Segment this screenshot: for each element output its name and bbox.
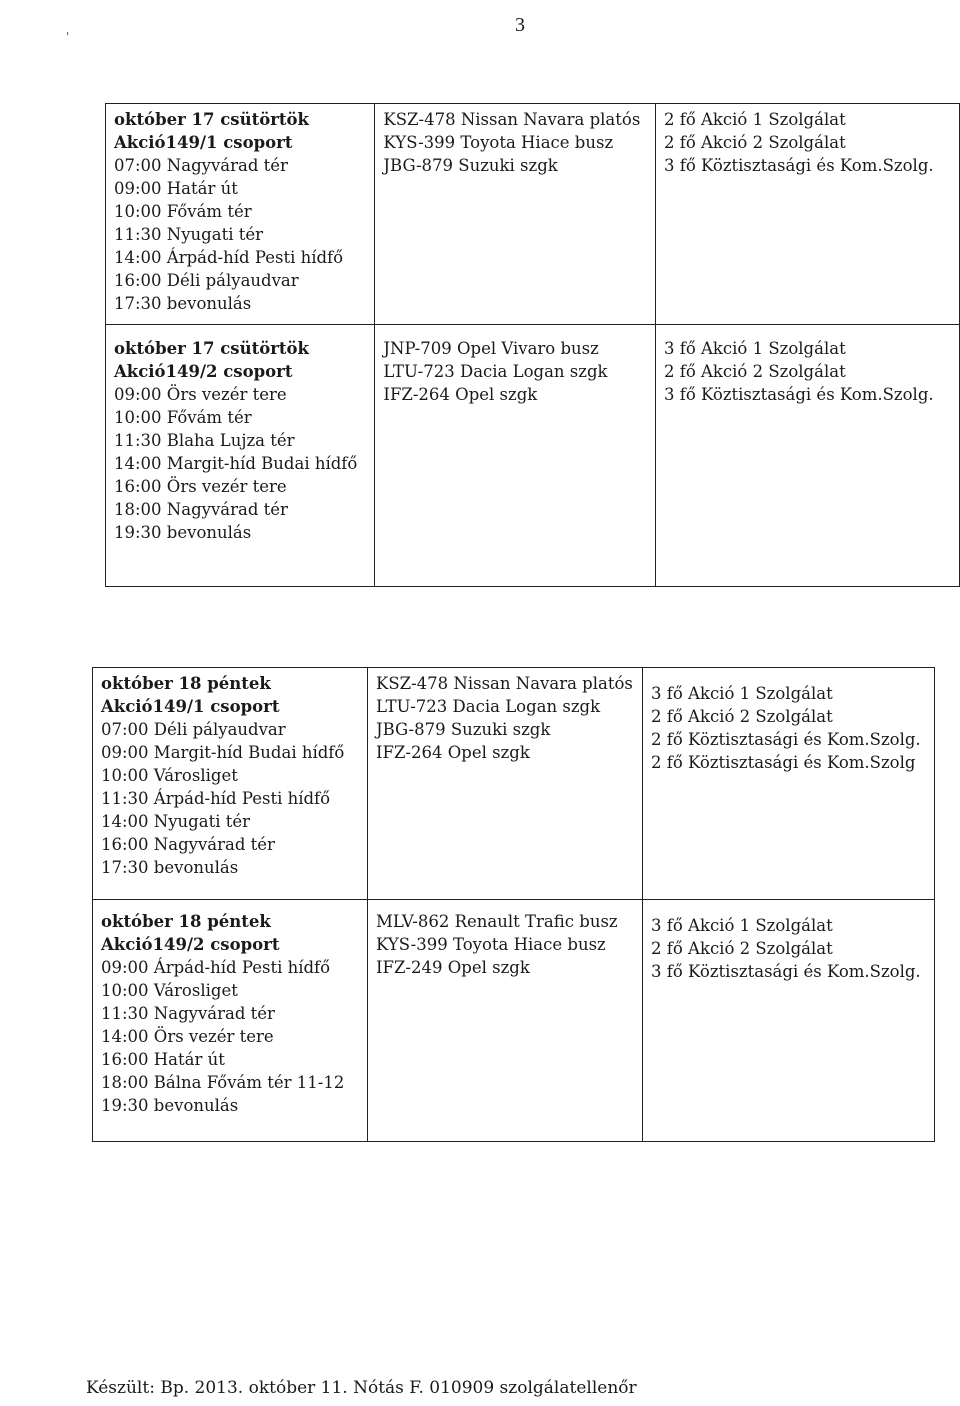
schedule-item: 16:00 Örs vezér tere	[114, 477, 287, 496]
schedule-item: 10:00 Fővám tér	[114, 408, 252, 427]
schedule-item: 17:30 bevonulás	[101, 858, 239, 877]
vehicles-cell	[368, 668, 643, 900]
schedule-item: 14:00 Örs vezér tere	[101, 1027, 274, 1046]
schedule-item: 07:00 Déli pályaudvar	[101, 720, 286, 739]
schedule-item: 18:00 Bálna Fővám tér 11-12	[101, 1073, 345, 1092]
schedule-table-oct-18	[92, 667, 935, 1142]
schedule-item: 09:00 Margit-híd Budai hídfő	[101, 743, 345, 762]
vehicles-cell	[368, 900, 643, 1142]
schedule-item: 11:30 Nagyvárad tér	[101, 1004, 275, 1023]
schedule-item: 11:30 Nyugati tér	[114, 225, 264, 244]
footer-signature-line: Készült: Bp. 2013. október 11. Nótás F. 010909 szolgálatellenőr	[86, 1378, 637, 1398]
schedule-item: 17:30 bevonulás	[114, 294, 252, 313]
group-label: Akció149/1 csoport	[114, 133, 293, 152]
schedule-cell	[93, 900, 368, 1142]
vehicle-item: KSZ-478 Nissan Navara platós	[376, 674, 633, 693]
staff-item: 2 fő Köztisztasági és Kom.Szolg	[651, 753, 916, 772]
schedule-item: 14:00 Árpád-híd Pesti hídfő	[114, 248, 344, 267]
vehicle-item: KYS-399 Toyota Hiace busz	[376, 935, 606, 954]
vehicle-item: LTU-723 Dacia Logan szgk	[383, 362, 608, 381]
staff-item: 2 fő Akció 1 Szolgálat	[663, 110, 846, 129]
date-label: október 17 csütörtök	[114, 110, 309, 129]
schedule-item: 18:00 Nagyvárad tér	[114, 500, 288, 519]
schedule-item: 16:00 Déli pályaudvar	[114, 271, 299, 290]
staff-item: 2 fő Köztisztasági és Kom.Szolg.	[651, 730, 921, 749]
schedule-cell	[106, 325, 375, 587]
date-label: október 18 péntek	[101, 674, 271, 693]
table-row	[93, 900, 935, 1142]
staff-item: 3 fő Akció 1 Szolgálat	[651, 684, 833, 703]
group-label: Akció149/1 csoport	[101, 697, 280, 716]
vehicle-item: IFZ-249 Opel szgk	[376, 958, 530, 977]
vehicle-item: IFZ-264 Opel szgk	[383, 385, 538, 404]
vehicle-item: JBG-879 Suzuki szgk	[383, 156, 558, 175]
schedule-cell	[106, 104, 375, 325]
date-label: október 17 csütörtök	[114, 339, 309, 358]
schedule-item: 10:00 Városliget	[101, 981, 238, 1000]
staff-cell	[643, 900, 935, 1142]
staff-item: 2 fő Akció 2 Szolgálat	[651, 707, 833, 726]
vehicle-item: KSZ-478 Nissan Navara platós	[383, 110, 641, 129]
schedule-item: 09:00 Árpád-híd Pesti hídfő	[101, 958, 331, 977]
staff-item: 2 fő Akció 2 Szolgálat	[651, 939, 833, 958]
table-row	[106, 104, 960, 325]
staff-item: 3 fő Akció 1 Szolgálat	[651, 916, 833, 935]
staff-cell	[643, 668, 935, 900]
staff-item: 3 fő Köztisztasági és Kom.Szolg.	[651, 962, 921, 981]
schedule-item: 09:00 Örs vezér tere	[114, 385, 287, 404]
group-label: Akció149/2 csoport	[101, 935, 280, 954]
scan-mark: '	[66, 30, 70, 44]
schedule-item: 14:00 Nyugati tér	[101, 812, 251, 831]
schedule-item: 09:00 Határ út	[114, 179, 238, 198]
schedule-item: 16:00 Nagyvárad tér	[101, 835, 275, 854]
schedule-item: 14:00 Margit-híd Budai hídfő	[114, 454, 358, 473]
schedule-item: 19:30 bevonulás	[114, 523, 252, 542]
page-number: 3	[515, 14, 525, 36]
schedule-item: 07:00 Nagyvárad tér	[114, 156, 288, 175]
group-label: Akció149/2 csoport	[114, 362, 293, 381]
vehicle-item: LTU-723 Dacia Logan szgk	[376, 697, 601, 716]
schedule-item: 11:30 Árpád-híd Pesti hídfő	[101, 789, 331, 808]
schedule-cell	[93, 668, 368, 900]
schedule-item: 10:00 Városliget	[101, 766, 238, 785]
schedule-item: 19:30 bevonulás	[101, 1096, 239, 1115]
schedule-item: 16:00 Határ út	[101, 1050, 225, 1069]
vehicle-item: JNP-709 Opel Vivaro busz	[383, 339, 599, 358]
table-row	[106, 325, 960, 587]
staff-item: 2 fő Akció 2 Szolgálat	[663, 362, 846, 381]
date-label: október 18 péntek	[101, 912, 271, 931]
staff-item: 3 fő Köztisztasági és Kom.Szolg.	[663, 385, 934, 404]
staff-item: 3 fő Akció 1 Szolgálat	[663, 339, 846, 358]
schedule-item: 11:30 Blaha Lujza tér	[114, 431, 295, 450]
vehicle-item: MLV-862 Renault Trafic busz	[376, 912, 618, 931]
staff-item: 2 fő Akció 2 Szolgálat	[663, 133, 846, 152]
vehicles-cell	[375, 104, 656, 325]
schedule-item: 10:00 Fővám tér	[114, 202, 252, 221]
vehicle-item: IFZ-264 Opel szgk	[376, 743, 530, 762]
vehicle-item: JBG-879 Suzuki szgk	[376, 720, 551, 739]
vehicle-item: KYS-399 Toyota Hiace busz	[383, 133, 614, 152]
staff-cell	[655, 104, 959, 325]
table-row	[93, 668, 935, 900]
schedule-table-oct-17	[105, 103, 960, 587]
staff-item: 3 fő Köztisztasági és Kom.Szolg.	[663, 156, 934, 175]
staff-cell	[655, 325, 959, 587]
vehicles-cell	[375, 325, 656, 587]
